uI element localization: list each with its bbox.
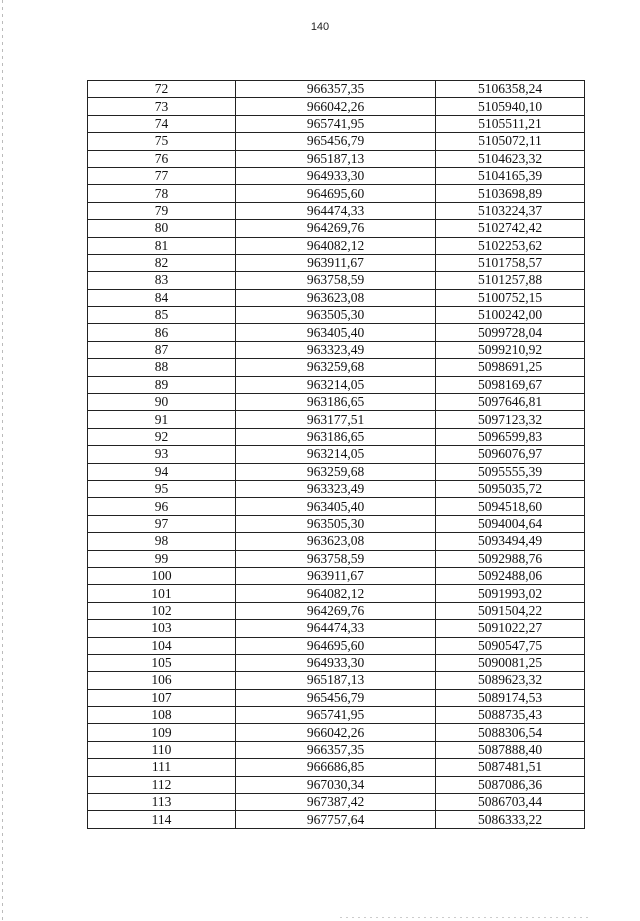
x-coordinate-cell: 963214,05: [236, 446, 436, 463]
x-coordinate-cell: 964082,12: [236, 237, 436, 254]
y-coordinate-cell: 5089623,32: [436, 672, 585, 689]
x-coordinate-cell: 964269,76: [236, 602, 436, 619]
table-row: [88, 150, 585, 167]
x-coordinate-cell: 964933,30: [236, 167, 436, 184]
point-number-cell: 110: [88, 741, 236, 758]
y-coordinate-cell: 5100242,00: [436, 307, 585, 324]
point-number-cell: 82: [88, 254, 236, 271]
x-coordinate-cell: 963758,59: [236, 550, 436, 567]
y-coordinate-cell: 5094004,64: [436, 515, 585, 532]
point-number-cell: 107: [88, 689, 236, 706]
point-number-cell: 76: [88, 150, 236, 167]
x-coordinate-cell: 963177,51: [236, 411, 436, 428]
x-coordinate-cell: 963259,68: [236, 359, 436, 376]
x-coordinate-cell: 963505,30: [236, 307, 436, 324]
point-number-cell: 95: [88, 480, 236, 497]
y-coordinate-cell: 5097123,32: [436, 411, 585, 428]
x-coordinate-cell: 965187,13: [236, 672, 436, 689]
table-row: [88, 811, 585, 828]
point-number-cell: 79: [88, 202, 236, 219]
y-coordinate-cell: 5101758,57: [436, 254, 585, 271]
x-coordinate-cell: 967757,64: [236, 811, 436, 828]
y-coordinate-cell: 5087086,36: [436, 776, 585, 793]
x-coordinate-cell: 963323,49: [236, 341, 436, 358]
x-coordinate-cell: 966357,35: [236, 741, 436, 758]
point-number-cell: 74: [88, 115, 236, 132]
point-number-cell: 109: [88, 724, 236, 741]
table-row: [88, 220, 585, 237]
y-coordinate-cell: 5105511,21: [436, 115, 585, 132]
y-coordinate-cell: 5103224,37: [436, 202, 585, 219]
table-row: [88, 689, 585, 706]
x-coordinate-cell: 966357,35: [236, 81, 436, 98]
y-coordinate-cell: 5095035,72: [436, 480, 585, 497]
y-coordinate-cell: 5093494,49: [436, 533, 585, 550]
y-coordinate-cell: 5092988,76: [436, 550, 585, 567]
x-coordinate-cell: 963623,08: [236, 533, 436, 550]
point-number-cell: 106: [88, 672, 236, 689]
x-coordinate-cell: 963758,59: [236, 272, 436, 289]
table-row: [88, 394, 585, 411]
table-row: [88, 515, 585, 532]
y-coordinate-cell: 5095555,39: [436, 463, 585, 480]
y-coordinate-cell: 5089174,53: [436, 689, 585, 706]
point-number-cell: 89: [88, 376, 236, 393]
x-coordinate-cell: 963911,67: [236, 254, 436, 271]
point-number-cell: 77: [88, 167, 236, 184]
point-number-cell: 87: [88, 341, 236, 358]
point-number-cell: 103: [88, 620, 236, 637]
x-coordinate-cell: 966042,26: [236, 98, 436, 115]
x-coordinate-cell: 964474,33: [236, 202, 436, 219]
x-coordinate-cell: 965187,13: [236, 150, 436, 167]
x-coordinate-cell: 963911,67: [236, 567, 436, 584]
table-row: [88, 133, 585, 150]
x-coordinate-cell: 963259,68: [236, 463, 436, 480]
y-coordinate-cell: 5100752,15: [436, 289, 585, 306]
y-coordinate-cell: 5096599,83: [436, 428, 585, 445]
y-coordinate-cell: 5096076,97: [436, 446, 585, 463]
table-row: [88, 428, 585, 445]
point-number-cell: 90: [88, 394, 236, 411]
y-coordinate-cell: 5101257,88: [436, 272, 585, 289]
point-number-cell: 96: [88, 498, 236, 515]
y-coordinate-cell: 5090547,75: [436, 637, 585, 654]
x-coordinate-cell: 967387,42: [236, 794, 436, 811]
x-coordinate-cell: 963405,40: [236, 498, 436, 515]
table-row: [88, 98, 585, 115]
x-coordinate-cell: 966042,26: [236, 724, 436, 741]
x-coordinate-cell: 967030,34: [236, 776, 436, 793]
table-row: [88, 741, 585, 758]
table-row: [88, 289, 585, 306]
table-row: [88, 794, 585, 811]
point-number-cell: 75: [88, 133, 236, 150]
x-coordinate-cell: 963405,40: [236, 324, 436, 341]
coordinates-table-body: [88, 81, 585, 829]
table-row: [88, 446, 585, 463]
table-row: [88, 602, 585, 619]
x-coordinate-cell: 964269,76: [236, 220, 436, 237]
table-row: [88, 202, 585, 219]
table-row: [88, 376, 585, 393]
point-number-cell: 112: [88, 776, 236, 793]
table-row: [88, 167, 585, 184]
point-number-cell: 101: [88, 585, 236, 602]
x-coordinate-cell: 963186,65: [236, 428, 436, 445]
y-coordinate-cell: 5099210,92: [436, 341, 585, 358]
point-number-cell: 73: [88, 98, 236, 115]
table-row: [88, 672, 585, 689]
x-coordinate-cell: 965456,79: [236, 133, 436, 150]
table-row: [88, 498, 585, 515]
y-coordinate-cell: 5102253,62: [436, 237, 585, 254]
y-coordinate-cell: 5099728,04: [436, 324, 585, 341]
table-row: [88, 550, 585, 567]
x-coordinate-cell: 964695,60: [236, 637, 436, 654]
y-coordinate-cell: 5088735,43: [436, 707, 585, 724]
y-coordinate-cell: 5090081,25: [436, 654, 585, 671]
point-number-cell: 97: [88, 515, 236, 532]
x-coordinate-cell: 964933,30: [236, 654, 436, 671]
table-row: [88, 724, 585, 741]
point-number-cell: 84: [88, 289, 236, 306]
point-number-cell: 100: [88, 567, 236, 584]
point-number-cell: 72: [88, 81, 236, 98]
x-coordinate-cell: 963214,05: [236, 376, 436, 393]
x-coordinate-cell: 966686,85: [236, 759, 436, 776]
y-coordinate-cell: 5097646,81: [436, 394, 585, 411]
y-coordinate-cell: 5087481,51: [436, 759, 585, 776]
point-number-cell: 83: [88, 272, 236, 289]
table-row: [88, 585, 585, 602]
table-row: [88, 463, 585, 480]
y-coordinate-cell: 5105072,11: [436, 133, 585, 150]
x-coordinate-cell: 963623,08: [236, 289, 436, 306]
point-number-cell: 92: [88, 428, 236, 445]
table-row: [88, 533, 585, 550]
y-coordinate-cell: 5102742,42: [436, 220, 585, 237]
point-number-cell: 102: [88, 602, 236, 619]
y-coordinate-cell: 5098169,67: [436, 376, 585, 393]
y-coordinate-cell: 5094518,60: [436, 498, 585, 515]
x-coordinate-cell: 965741,95: [236, 115, 436, 132]
table-row: [88, 359, 585, 376]
table-row: [88, 759, 585, 776]
point-number-cell: 105: [88, 654, 236, 671]
table-row: [88, 776, 585, 793]
point-number-cell: 113: [88, 794, 236, 811]
y-coordinate-cell: 5104165,39: [436, 167, 585, 184]
table-row: [88, 480, 585, 497]
table-row: [88, 620, 585, 637]
table-row: [88, 307, 585, 324]
point-number-cell: 81: [88, 237, 236, 254]
point-number-cell: 108: [88, 707, 236, 724]
point-number-cell: 91: [88, 411, 236, 428]
point-number-cell: 86: [88, 324, 236, 341]
y-coordinate-cell: 5106358,24: [436, 81, 585, 98]
y-coordinate-cell: 5098691,25: [436, 359, 585, 376]
table-row: [88, 185, 585, 202]
point-number-cell: 114: [88, 811, 236, 828]
point-number-cell: 88: [88, 359, 236, 376]
y-coordinate-cell: 5091022,27: [436, 620, 585, 637]
table-row: [88, 341, 585, 358]
x-coordinate-cell: 964474,33: [236, 620, 436, 637]
point-number-cell: 80: [88, 220, 236, 237]
y-coordinate-cell: 5087888,40: [436, 741, 585, 758]
table-row: [88, 254, 585, 271]
table-row: [88, 637, 585, 654]
y-coordinate-cell: 5091504,22: [436, 602, 585, 619]
y-coordinate-cell: 5092488,06: [436, 567, 585, 584]
point-number-cell: 104: [88, 637, 236, 654]
x-coordinate-cell: 963323,49: [236, 480, 436, 497]
x-coordinate-cell: 965456,79: [236, 689, 436, 706]
table-row: [88, 115, 585, 132]
table-row: [88, 567, 585, 584]
point-number-cell: 111: [88, 759, 236, 776]
y-coordinate-cell: 5103698,89: [436, 185, 585, 202]
point-number-cell: 93: [88, 446, 236, 463]
y-coordinate-cell: 5088306,54: [436, 724, 585, 741]
table-row: [88, 237, 585, 254]
y-coordinate-cell: 5091993,02: [436, 585, 585, 602]
x-coordinate-cell: 965741,95: [236, 707, 436, 724]
point-number-cell: 85: [88, 307, 236, 324]
y-coordinate-cell: 5105940,10: [436, 98, 585, 115]
table-row: [88, 411, 585, 428]
table-row: [88, 81, 585, 98]
x-coordinate-cell: 964082,12: [236, 585, 436, 602]
table-row: [88, 707, 585, 724]
point-number-cell: 98: [88, 533, 236, 550]
scan-edge-mark: [2, 0, 3, 921]
point-number-cell: 99: [88, 550, 236, 567]
page-number: 140: [310, 21, 330, 33]
point-number-cell: 78: [88, 185, 236, 202]
y-coordinate-cell: 5086703,44: [436, 794, 585, 811]
table-row: [88, 324, 585, 341]
table-row: [88, 272, 585, 289]
x-coordinate-cell: 963186,65: [236, 394, 436, 411]
x-coordinate-cell: 964695,60: [236, 185, 436, 202]
point-number-cell: 94: [88, 463, 236, 480]
scan-bottom-mark: [340, 917, 590, 918]
coordinates-table: [87, 80, 585, 829]
y-coordinate-cell: 5104623,32: [436, 150, 585, 167]
y-coordinate-cell: 5086333,22: [436, 811, 585, 828]
table-row: [88, 654, 585, 671]
x-coordinate-cell: 963505,30: [236, 515, 436, 532]
